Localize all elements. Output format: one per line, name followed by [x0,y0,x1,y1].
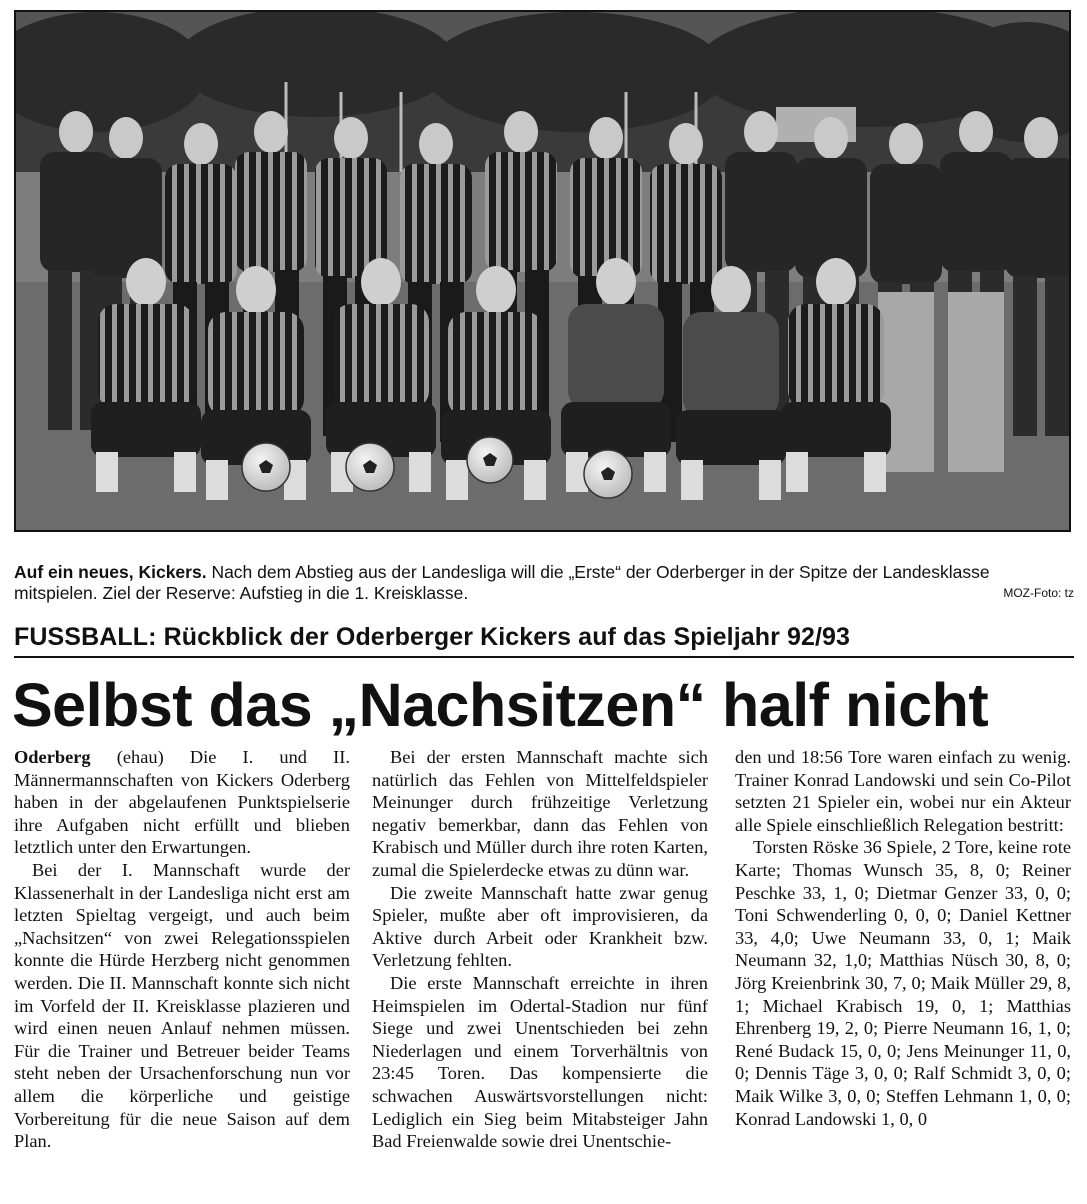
team-photo [14,10,1071,532]
article-paragraph: Bei der ersten Mannschaft machte sich natürlich das Fehlen von Mittelfeldspieler Meinunger durch frühzeitige Verletzung negativ bemerkbar, dann das Fehlen von Krabisch und Müller durch ihre roten Karten, zumal die Spielerdecke etwas zu dünn war. [372,747,708,880]
article-paragraph: Die erste Mannschaft erreichte in ihren Heimspielen im Odertal-Stadion nur fünf Siege und zwei Unentschieden bei zehn Niederlagen und einem Torverhältnis von 23:45 Toren. Das kompensierte die schwachen Auswärtsvorstellungen nicht: Lediglich ein Sieg beim Mitabsteiger Jahn Bad Freienwalde sowie drei Unentschie- [372,972,708,1152]
kicker-line: FUSSBALL: Rückblick der Oderberger Kickers auf das Spieljahr 92/93 [14,623,1074,658]
article-paragraph: Bei der I. Mannschaft wurde der Klassenerhalt in der Landesliga nicht erst am letzten Spieltag vergeigt, und auch beim „Nachsitzen“ von zwei Relegationsspielen konnte die Hürde Herzberg nicht genommen werden. Die II. Mannschaft konnte sich nicht im Vorfeld der II. Kreisklasse plazieren und wird einen neuen Anlauf nehmen müssen. Für die Trainer und Betreuer beider Teams steht neben der Ursachenforschung nun vor allem die körperliche und geistige Vorbereitung für die neue Saison auf dem Plan. [14,859,350,1152]
article-column-2 [372,746,708,1153]
article-paragraph: Die zweite Mannschaft hatte zwar genug Spieler, mußte aber oft improvisieren, da Aktive durch Arbeit oder Krankheit bzw. Verletzung fehlten. [372,882,708,971]
caption-lead: Auf ein neues, Kickers. [14,562,207,582]
article-column-1 [14,746,350,1153]
article-paragraph: Oderberg (ehau) Die I. und II. Männermannschaften von Kickers Oderberg haben in der abgelaufenen Punktspielserie ihre Aufgaben nicht erfüllt und blieben letztlich unter den Erwartungen. [14,747,350,858]
article-paragraph: Torsten Röske 36 Spiele, 2 Tore, keine rote Karte; Thomas Wunsch 35, 8, 0; Reiner Peschke 33, 1, 0; Dietmar Genzer 33, 0, 0; Toni Schwenderling 0, 0, 0; Daniel Kettner 33, 4,0; Uwe Neumann 33, 0, 1; Maik Neumann 32, 1,0; Matthias Nüsch 30, 8, 0; Jörg Kreienbrink 30, 7, 0; Maik Müller 29, 8, 1; Michael Krabisch 19, 0, 1; Matthias Ehrenberg 19, 2, 0; Pierre Neumann 16, 1, 0; René Budack 15, 0, 0; Jens Meinunger 11, 0, 0; Dennis Täge 3, 0, 0; Ralf Schmidt 3, 0, 0; Maik Wilke 3, 0, 0; Steffen Lehmann 1, 0, 0; Konrad Landowski 1, 0, 0 [735,837,1071,1129]
football [346,443,394,491]
dateline-place: Oderberg [14,747,91,767]
headline: Selbst das „Nachsitzen“ half nicht [12,671,989,739]
caption-text: Nach dem Abstieg aus der Landesliga will die „Erste“ der Oderberger in der Spitze der Landesklasse mitspielen. Ziel der Reserve: Aufstieg in die 1. Kreisklasse. [14,562,990,603]
article-column-3 [735,746,1071,1130]
team-photo-illustration [16,12,1069,530]
photo-caption [14,562,1074,604]
article-paragraph: den und 18:56 Tore waren einfach zu wenig. Trainer Konrad Landowski und sein Co-Pilot setzten 21 Spieler ein, wobei nur ein Akteur alle Spiele einschließlich Relegation bestritt: [735,747,1071,835]
football [467,437,513,483]
football [242,443,290,491]
football [584,450,632,498]
standing-person [1005,117,1069,436]
photo-credit: MOZ-Foto: tz [1003,586,1074,600]
